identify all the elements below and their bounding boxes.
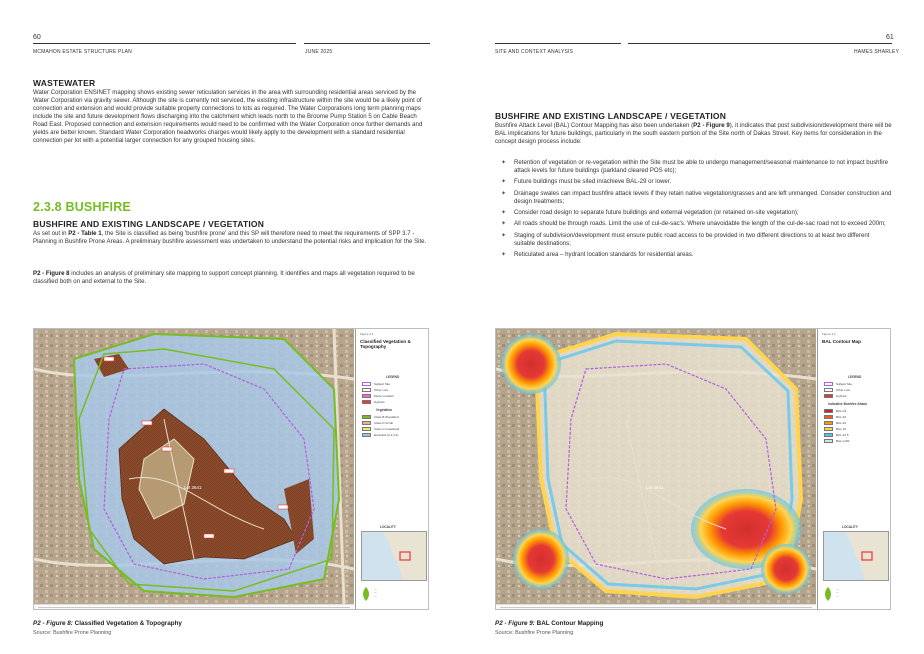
legend-credit: — — —: [374, 587, 377, 598]
figure-caption: P2 - Figure 8: Classified Vegetation & Topography: [33, 620, 182, 627]
figure-source: Source: Bushfire Prone Planning: [495, 630, 574, 636]
figure-caption: P2 - Figure 9: BAL Contour Mapping: [495, 620, 604, 627]
section-heading: 2.3.8 BUSHFIRE: [33, 200, 131, 214]
map-legend: [817, 329, 891, 610]
locality-inset-map: [361, 531, 427, 581]
legend-item: Subject Site: [824, 382, 852, 387]
map-lot-label: Lot 2641: [184, 485, 202, 490]
map-legend: [355, 329, 429, 610]
legend-item: Other Lots: [824, 388, 850, 393]
figure-footer-notes: [34, 604, 354, 610]
wastewater-heading: WASTEWATER: [33, 78, 96, 88]
legend-title: BAL Contour Map: [822, 339, 861, 344]
list-item: ✦ Staging of subdivision/development must ensure public road access to be provided in two different directions to at least two different suitable destinations;: [500, 232, 892, 248]
legend-item: Class G Grassland: [362, 427, 399, 432]
legend-item: Hydrant: [362, 400, 385, 405]
legend-heading: LEGEND: [386, 375, 400, 379]
list-item: ✦ Reticulated area – hydrant location standards for residential areas.: [500, 251, 892, 259]
list-item: ✦ Retention of vegetation or re-vegetation within the Site must be able to undergo management/seasonal maintenance to not impact bushfire attack levels for future buildings (parkland cleared POS etc);: [500, 159, 892, 175]
legend-item: BAL-40: [824, 415, 846, 420]
bushfire-logo-icon: [824, 587, 832, 601]
locality-inset-map: [823, 531, 889, 581]
running-header-section: SITE AND CONTEXT ANALYSIS: [495, 49, 574, 55]
bal-intro-paragraph: Bushfire Attack Level (BAL) Contour Mapping has also been undertaken (P2 - Figure 9), it indicates that post subdivision/development there will be BAL implications for future buildings, particularly in the south eastern portion of the Site north of Dakas Street. Key items for consideration in the concept design process include:: [495, 122, 892, 146]
running-header-date: JUNE 2025: [305, 49, 333, 55]
bal-contour-map: [496, 329, 816, 604]
locality-label: LOCALITY: [842, 525, 858, 529]
legend-item: Class D Scrub: [362, 421, 393, 426]
legend-item: Photo Location: [362, 394, 394, 399]
legend-item: BAL-FZ: [824, 409, 846, 414]
bushfire-logo-icon: [362, 587, 370, 601]
bal-heading: Indicative Bushfire Attack: [828, 402, 868, 406]
right-page: [462, 0, 924, 654]
vegetation-map: [34, 329, 354, 604]
header-rule: [304, 43, 430, 44]
legend-credit: — — —: [836, 587, 839, 598]
table-reference[interactable]: P2 - Table 1: [68, 230, 102, 237]
legend-item: Excluded (2.2.3.2): [362, 433, 398, 438]
map-lot-label: Lot 2641: [646, 485, 664, 490]
figure-reference[interactable]: P2 - Figure 8: [33, 270, 70, 277]
legend-item: Other Lots: [362, 388, 388, 393]
list-item: ✦ Drainage swales can impact bushfire attack levels if they retain native vegetation/grasses and are left unmanged. Consider construction and design treatments;: [500, 190, 892, 206]
figure-source: Source: Bushfire Prone Planning: [33, 630, 112, 636]
bushfire-paragraph-1: As set out in P2 - Table 1, the Site is classified as being 'bushfire prone' and this SP will therefore need to meet the requirements of SPP 3.7 - Planning in Bushfire Prone Areas. A preliminary bushfire assessment was undertaken to understand the potential risks and implication for the Site.: [33, 230, 427, 246]
figure-number: Figure 3.1: [360, 332, 374, 336]
legend-item: Subject Site: [362, 382, 390, 387]
legend-title: Classified Vegetation & Topography: [360, 339, 411, 350]
legend-heading: LEGEND: [848, 375, 862, 379]
list-item: ✦ Consider road design to separate future buildings and external vegetation (or retained on-site vegetation);: [500, 209, 892, 217]
wastewater-paragraph: Water Corporation ENSINET mapping shows existing sewer reticulation services in the area with surrounding residential areas serviced by the Water Corporation via gravity sewer. Although the site is currently not serviced, the existing infrastructure within the site would be a likely point of connection and extension and would provide suitable property connections to lots as required. The Water Corporations long term planning maps include the site and future development flows discharging into the catchment which leads north to the Broome Pump Station 5 on Cable Beach Road East. Proposed connection and extension requirements would need to be confirmed with the Water Corporation once further demands and yields are better known. Standard Water Corporation headworks charges would likely apply to the development with a standard residential connection per lot with a potential larger connection for any grouped housing sites.: [33, 89, 423, 145]
legend-item: BAL-19: [824, 427, 846, 432]
header-rule: [628, 43, 892, 44]
bushfire-heading: BUSHFIRE AND EXISTING LANDSCAPE / VEGETATION: [495, 111, 727, 121]
legend-item: BAL-29: [824, 421, 846, 426]
legend-item: Hydrant: [824, 394, 847, 399]
page-number: 61: [886, 34, 894, 41]
bushfire-subheading: BUSHFIRE AND EXISTING LANDSCAPE / VEGETATION: [33, 219, 265, 229]
list-item: ✦ Future buildings must be sited in/achieve BAL-29 or lower.: [500, 178, 892, 186]
legend-item: Class B Woodland: [362, 415, 399, 420]
figure-bal-contour: [495, 328, 891, 610]
header-rule: [495, 43, 621, 44]
design-considerations-list: [500, 159, 892, 263]
figure-reference[interactable]: P2 - Figure 9: [693, 122, 730, 129]
list-item: ✦ All roads should be through roads. Limit the use of cul-de-sac's. Where unavoidable the length of the cul-de-sac road not to exceed 200m;: [500, 220, 892, 228]
legend-item: BAL-12.5: [824, 433, 849, 438]
running-header-company: HAMES SHARLEY: [854, 49, 900, 55]
header-rule: [33, 43, 296, 44]
figure-number: Figure 3.2: [822, 332, 836, 336]
legend-item: BAL-LOW: [824, 439, 850, 444]
figure-footer-notes: [496, 604, 816, 610]
vegetation-heading: Vegetation: [376, 408, 393, 412]
page-number: 60: [33, 34, 41, 41]
running-header-title: MCMAHON ESTATE STRUCTURE PLAN: [33, 49, 132, 55]
locality-label: LOCALITY: [380, 525, 396, 529]
figure-classified-vegetation: [33, 328, 429, 610]
bushfire-paragraph-2: P2 - Figure 8 includes an analysis of preliminary site mapping to support concept planning. It identifies and maps all vegetation required to be classified both on and external to the Site.: [33, 270, 415, 286]
